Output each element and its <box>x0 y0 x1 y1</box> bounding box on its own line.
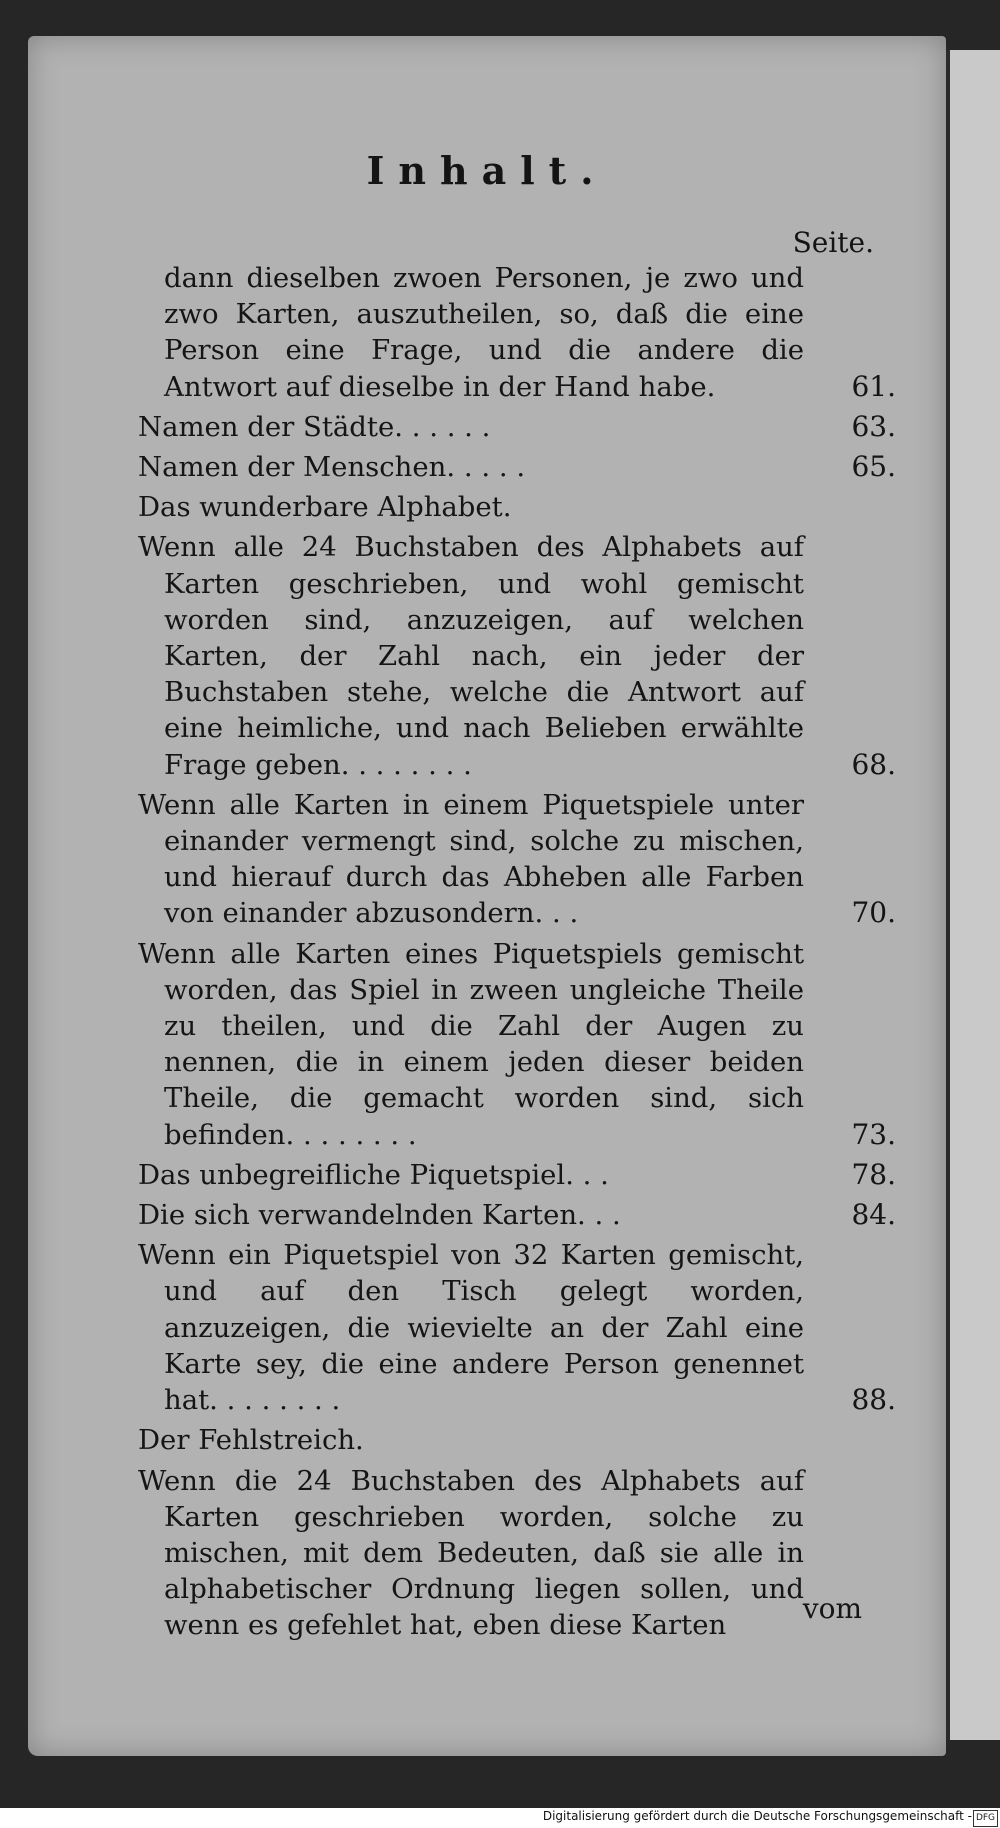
toc-entry <box>138 1422 896 1458</box>
toc-entry-text: Wenn alle Karten in einem Piquetspiele unter einander vermengt sind, solche zu mischen, und hierauf durch das Abheben alle Farben von einander abzusondern. . . <box>138 788 804 930</box>
toc-entry-page: 68. <box>851 747 896 781</box>
toc-entry-text: Wenn die 24 Buchstaben des Alphabets auf Karten geschrieben worden, solche zu mischen, mit dem Bedeuten, daß sie alle in alphabetischer Ordnung liegen sollen, und wenn es gefehlet hat, eben diese Karten <box>138 1464 804 1642</box>
toc-entry-page: 70. <box>851 896 896 930</box>
toc-entry-text: Namen der Städte. . . . . . <box>138 410 491 443</box>
toc-entry <box>138 1237 896 1418</box>
toc-entry-text: Die sich verwandelnden Karten. . . <box>138 1199 621 1232</box>
table-of-contents <box>138 260 896 1648</box>
toc-entry-text: Wenn alle 24 Buchstaben des Alphabets auf Karten geschrieben, und wohl gemischt worden sind, anzuzeigen, auf welchen Karten, der Zahl nach, ein jeder der Buchstaben stehe, welche die Antwort auf eine heimliche, und nach Belieben erwählte Frage geben. . . . . . . . <box>138 531 804 781</box>
catchword: vom <box>802 1592 862 1625</box>
toc-entry-page: 78. <box>851 1157 896 1191</box>
toc-entry-page: 88. <box>851 1383 896 1417</box>
toc-entry <box>138 449 896 485</box>
adjacent-page-edge <box>944 50 1000 1740</box>
toc-entry <box>138 409 896 445</box>
toc-entry-text: dann dieselben zwoen Personen, je zwo und zwo Karten, auszutheilen, so, daß die eine Person eine Frage, und die andere die Antwort auf dieselbe in der Hand habe. <box>164 262 804 403</box>
toc-entry <box>138 260 896 405</box>
digitization-footer <box>0 1808 1000 1828</box>
page-title: Inhalt. <box>366 148 608 193</box>
toc-entry-text: Das wunderbare Alphabet. <box>138 491 512 524</box>
page-column-label: Seite. <box>792 226 874 259</box>
toc-entry <box>138 1463 896 1644</box>
toc-entry <box>138 1157 896 1193</box>
toc-entry-page: 61. <box>851 369 896 403</box>
book-page <box>28 36 946 1756</box>
toc-entry <box>138 787 896 932</box>
toc-entry-text: Wenn ein Piquetspiel von 32 Karten gemischt, und auf den Tisch gelegt worden, anzuzeigen, die wievielte an der Zahl eine Karte sey, die eine andere Person genennet hat. . . . . . . . <box>138 1239 804 1417</box>
toc-entry-page: 73. <box>851 1117 896 1151</box>
footer-credit: Digitalisierung gefördert durch die Deutsche Forschungsgemeinschaft - <box>542 1809 972 1823</box>
toc-entry-page: 63. <box>851 409 896 443</box>
toc-entry-text: Namen der Menschen. . . . . <box>138 451 526 484</box>
toc-entry-text: Wenn alle Karten eines Piquetspiels gemischt worden, das Spiel in zween ungleiche Theile zu theilen, und die Zahl der Augen zu nennen, die in einem jeden dieser beiden Theile, die gemacht worden sind, sich befinden. . . . . . . . <box>138 937 804 1151</box>
toc-entry <box>138 936 896 1153</box>
toc-entry-page: 84. <box>851 1198 896 1232</box>
toc-entry-text: Das unbegreifliche Piquetspiel. . . <box>138 1158 609 1191</box>
toc-entry <box>138 1197 896 1233</box>
dfg-logo-icon[interactable]: DFG <box>973 1810 998 1827</box>
toc-entry-page: 65. <box>851 450 896 484</box>
toc-entry <box>138 489 896 525</box>
toc-entry-text: Der Fehlstreich. <box>138 1424 364 1457</box>
toc-entry <box>138 529 896 782</box>
